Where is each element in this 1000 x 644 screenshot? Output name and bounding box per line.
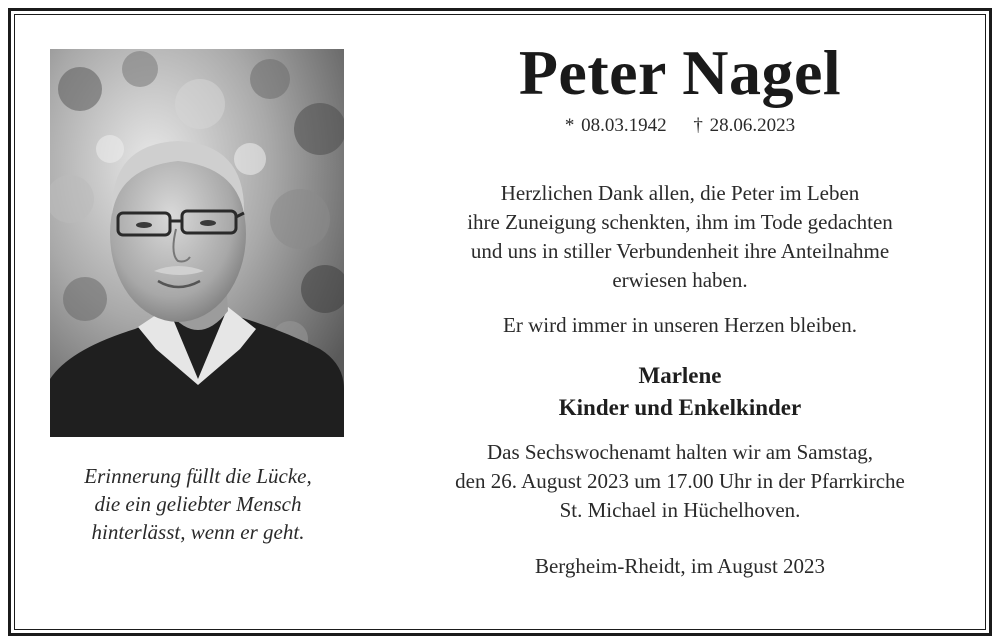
mass-line: St. Michael in Hüchelhoven. [559, 498, 801, 522]
family-signature [420, 360, 940, 424]
family-line-1: Marlene [638, 363, 722, 388]
portrait-photo [50, 49, 344, 437]
thanks-line: und uns in stiller Verbundenheit ihre Anteilnahme [470, 239, 890, 263]
place-date: Bergheim-Rheidt, im August 2023 [534, 554, 826, 578]
deceased-name: Peter Nagel [518, 37, 842, 108]
portrait-image [50, 49, 344, 437]
family-line-2: Kinder und Enkelkinder [558, 395, 802, 420]
life-dates [420, 114, 940, 138]
thanks-line: ihre Zuneigung schenkten, ihm im Tode gedachten [467, 210, 893, 234]
quote-line: Erinnerung füllt die Lücke, [84, 464, 312, 488]
heart-line: Er wird immer in unseren Herzen bleiben. [503, 313, 857, 337]
quote-line: die ein geliebter Mensch [94, 492, 302, 516]
quote-line: hinterlässt, wenn er geht. [91, 520, 305, 544]
obituary-text [420, 38, 940, 581]
mass-line: den 26. August 2023 um 17.00 Uhr in der Pfarrkirche [455, 469, 905, 493]
memorial-quote [40, 462, 356, 546]
mass-line: Das Sechswochenamt halten wir am Samstag, [486, 440, 874, 464]
thanks-paragraph [420, 179, 940, 295]
death-date: † 28.06.2023 [693, 115, 796, 136]
thanks-line: erwiesen haben. [612, 268, 748, 292]
thanks-line: Herzlichen Dank allen, die Peter im Leben [500, 181, 860, 205]
mass-announcement [420, 438, 940, 525]
birth-date: * 08.03.1942 [564, 115, 667, 136]
